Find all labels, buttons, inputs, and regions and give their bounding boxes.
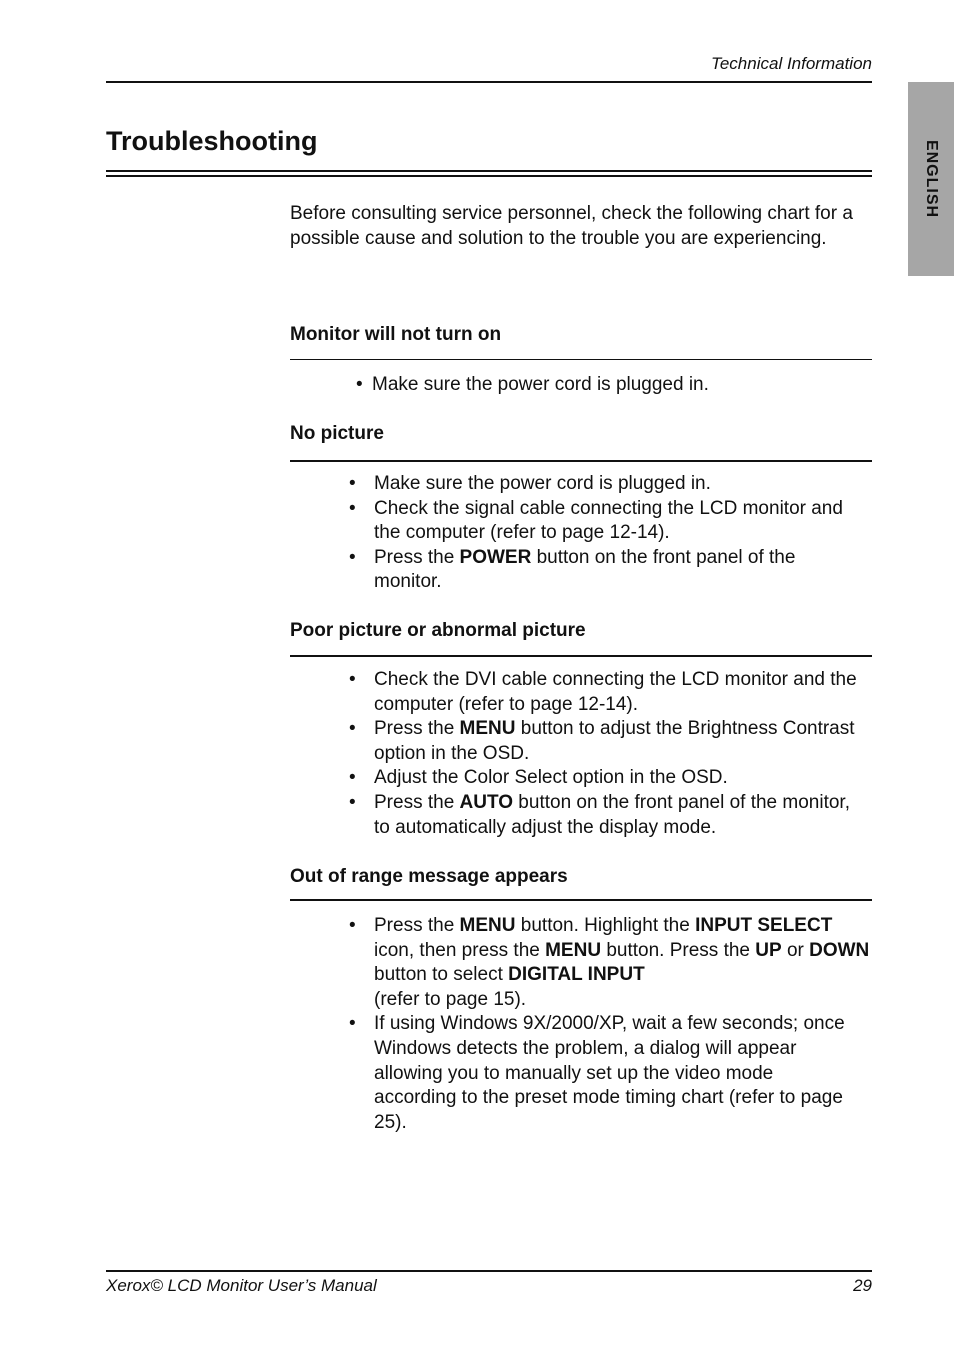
- section-heading-poor-picture: Poor picture or abnormal picture: [290, 620, 586, 641]
- running-header: Technical Information: [711, 54, 872, 73]
- language-tab-label: ENGLISH: [923, 139, 940, 219]
- footer-manual-title: Xerox© LCD Monitor User’s Manual: [106, 1276, 377, 1295]
- section-heading-out-of-range: Out of range message appears: [290, 866, 568, 887]
- section-heading-no-picture: No picture: [290, 423, 384, 444]
- footer-rule: [106, 1270, 872, 1272]
- section-heading-no-power: Monitor will not turn on: [290, 324, 502, 345]
- list-item: • Press the MENU button. Highlight the INPUT SELECT icon, then press the MENU button. Press the UP or DOWN button to select DIGITAL INPUT (refer to page 15).: [349, 914, 871, 1012]
- section-list-out-of-range: [349, 914, 871, 1135]
- section-list-no-power: [356, 373, 866, 398]
- language-tab: [908, 82, 954, 276]
- list-item: • Check the DVI cable connecting the LCD monitor and the computer (refer to page 12-14).: [349, 668, 869, 717]
- section-list-no-picture: [349, 472, 849, 595]
- list-item: • If using Windows 9X/2000/XP, wait a few seconds; once Windows detects the problem, a dialog will appear allowing you to manually set up the video mode according to the preset mode timing chart (refer to page 25).: [349, 1012, 849, 1135]
- list-item: • Check the signal cable connecting the LCD monitor and the computer (refer to page 12-14).: [349, 497, 849, 546]
- list-item: • Make sure the power cord is plugged in.: [349, 472, 849, 497]
- section-rule: [290, 359, 872, 360]
- section-rule: [290, 655, 872, 657]
- section-list-poor-picture: [349, 668, 869, 840]
- list-item: • Make sure the power cord is plugged in.: [356, 373, 866, 398]
- section-rule: [290, 460, 872, 462]
- list-item: • Adjust the Color Select option in the OSD.: [349, 766, 869, 791]
- header-rule: [106, 81, 872, 83]
- title-rule: [106, 175, 872, 177]
- page-number: 29: [853, 1276, 872, 1295]
- list-item: • Press the POWER button on the front panel of the monitor.: [349, 546, 849, 595]
- list-item: • Press the AUTO button on the front panel of the monitor, to automatically adjust the display mode.: [349, 791, 869, 840]
- intro-paragraph: Before consulting service personnel, check the following chart for a possible cause and solution to the trouble you are experiencing.: [290, 203, 853, 249]
- section-rule: [290, 899, 872, 901]
- list-item: • Press the MENU button to adjust the Brightness Contrast option in the OSD.: [349, 717, 869, 766]
- title-rule: [106, 170, 872, 172]
- page-title: Troubleshooting: [106, 126, 318, 156]
